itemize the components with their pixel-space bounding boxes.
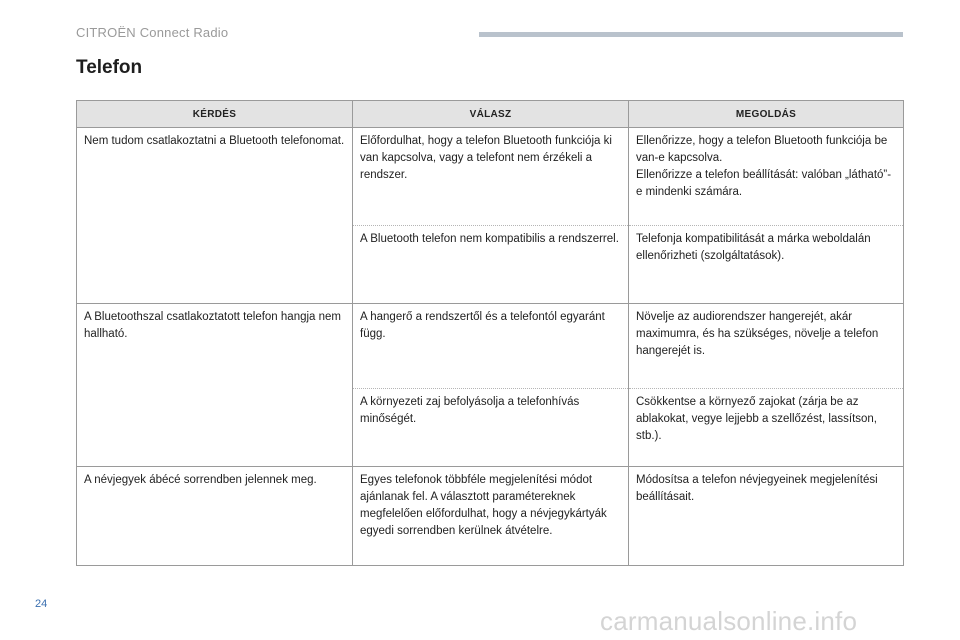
column-header-answer: VÁLASZ	[353, 101, 629, 128]
solution-line: Telefonja kompatibilitását a márka weboldalán ellenőrizheti (szolgáltatások).	[636, 233, 871, 262]
table-row	[77, 304, 904, 389]
column-header-question: KÉRDÉS	[77, 101, 353, 128]
solution-line: Növelje az audiorendszer hangerejét, akár maximumra, és ha szükséges, növelje a telefon hangerejét is.	[636, 311, 879, 357]
solution-cell	[629, 389, 904, 467]
watermark: carmanualsonline.info	[600, 606, 858, 636]
solution-cell	[629, 128, 904, 226]
solution-line: Ellenőrizze a telefon beállítását: valóban „látható”-e mindenki számára.	[636, 169, 892, 198]
question-cell: Nem tudom csatlakoztatni a Bluetooth telefonomat.	[77, 128, 353, 304]
answer-cell: A hangerő a rendszertől és a telefontól egyaránt függ.	[353, 304, 629, 389]
table-header-row	[77, 101, 904, 128]
solution-cell	[629, 304, 904, 389]
answer-cell: Előfordulhat, hogy a telefon Bluetooth funkciója ki van kapcsolva, vagy a telefont nem érzékeli a rendszer.	[353, 128, 629, 226]
solution-cell	[629, 226, 904, 304]
solution-line: Ellenőrizze, hogy a telefon Bluetooth funkciója be van-e kapcsolva.	[636, 135, 888, 164]
solution-cell	[629, 467, 904, 566]
answer-cell: A Bluetooth telefon nem kompatibilis a rendszerrel.	[353, 226, 629, 304]
table-row	[77, 128, 904, 226]
troubleshooting-table	[76, 100, 904, 566]
section-title: Telefon	[76, 57, 143, 78]
table-row	[77, 467, 904, 566]
document-header-title: CITROËN Connect Radio	[76, 25, 229, 40]
page-number: 24	[35, 598, 48, 610]
answer-cell: A környezeti zaj befolyásolja a telefonhívás minőségét.	[353, 389, 629, 467]
header-rule	[479, 32, 903, 37]
question-cell: A névjegyek ábécé sorrendben jelennek meg.	[77, 467, 353, 566]
answer-cell: Egyes telefonok többféle megjelenítési módot ajánlanak fel. A választott paramétereknek megfelelően előfordulhat, hogy a névjegykártyák egyedi sorrendben kerülnek átvételre.	[353, 467, 629, 566]
solution-line: Módosítsa a telefon névjegyeinek megjelenítési beállításait.	[636, 474, 878, 503]
column-header-solution: MEGOLDÁS	[629, 101, 904, 128]
solution-line: Csökkentse a környező zajokat (zárja be az ablakokat, vegye lejjebb a szellőzést, lassítson, stb.).	[636, 396, 877, 442]
question-cell: A Bluetoothszal csatlakoztatott telefon hangja nem hallható.	[77, 304, 353, 467]
